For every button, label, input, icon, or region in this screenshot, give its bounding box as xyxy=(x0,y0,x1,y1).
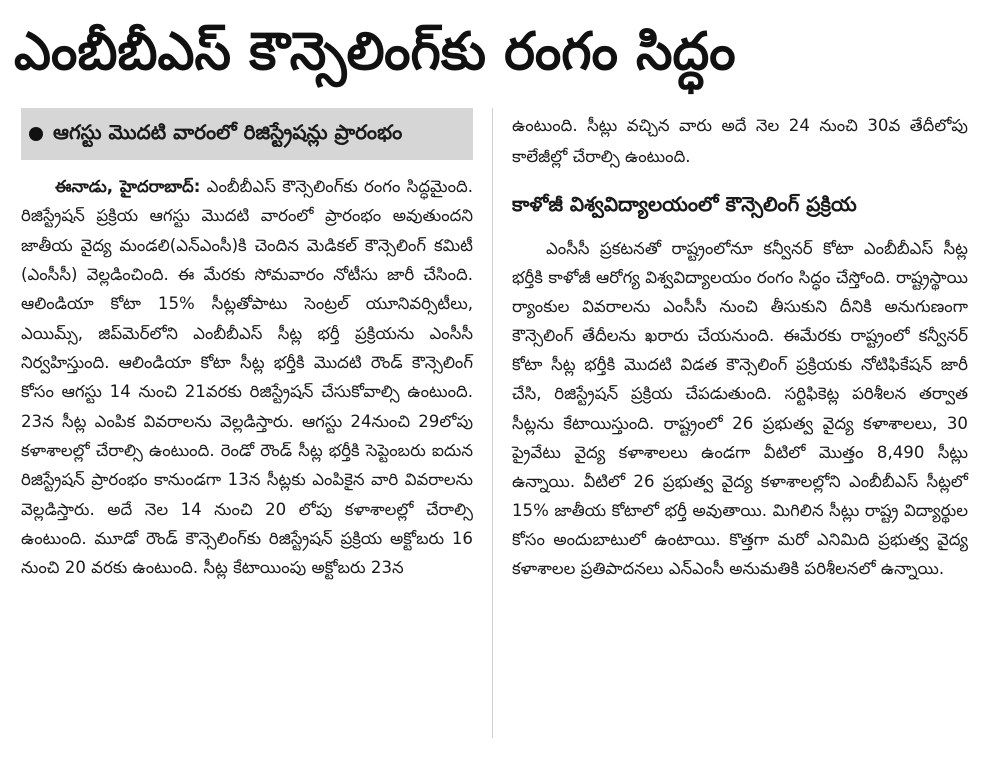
section-text: ఎంసీసీ ప్రకటనతో రాష్ట్రంలోనూ కన్వీనర్ కోటా ఎంబీబీఎస్ సీట్ల భర్తీకి కాళోజీ ఆరోగ్య విశ్వవిద్యాలయం రంగం సిద్ధం చేస్తోంది. రాష్ట్రస్థాయి ర్యాంకుల వివరాలను ఎంసీసీ నుంచి తీసుకుని దీనికి అనుగుణంగా కౌన్సెలింగ్ తేదీలను ఖరారు చేయనుంది. ఈమేరకు రాష్ట్రంలో కన్వీనర్ కోటా సీట్ల భర్తీకి మొదటి విడత కౌన్సెలింగ్ ప్రక్రియకు నోటిఫికేషన్ జారీ చేసి, రిజిస్ట్రేషన్ ప్రక్రియ చేపడుతుంది. సర్టిఫికెట్ల పరిశీలన తర్వాత సీట్లను కేటాయిస్తుంది. రాష్ట్రంలో 26 ప్రభుత్వ వైద్య కళాశాలలు, 30 ప్రైవేటు వైద్య కళాశాలలు ఉండగా వీటిలో మొత్తం 8,490 సీట్లు ఉన్నాయి. వీటిలో 26 ప్రభుత్వ వైద్య కళాశాలల్లోని ఎంబీబీఎస్ సీట్లలో 15% జాతీయ కోటాలో భర్తీ అవుతాయి. మిగిలిన సీట్లు రాష్ట్ర విద్యార్థుల కోసం అందుబాటులో ఉంటాయి. కొత్తగా మరో ఎనిమిది ప్రభుత్వ వైద్య కళాశాలల ప్రతిపాదనలు ఎన్‌ఎంసీ అనుమతికి పరిశీలనలో ఉన్నాయి. xyxy=(512,239,968,579)
right-column-continuation: ఉంటుంది. సీట్లు వచ్చిన వారు అదే నెల 24 నుంచి 30వ తేదీలోపు కాలేజీల్లో చేరాల్సి ఉంటుంది. xyxy=(512,116,968,166)
left-column-text: ఎంబీబీఎస్ కౌన్సెలింగ్‌కు రంగం సిద్ధమైంది. రిజిస్ట్రేషన్ ప్రక్రియ ఆగస్టు మొదటి వారంలో ప్రారంభం అవుతుందని జాతీయ వైద్య మండలి(ఎన్‌ఎంసీ)కి చెందిన మెడికల్ కౌన్సెలింగ్ కమిటీ (ఎంసీసీ) వెల్లడించింది. ఈ మేరకు సోమవారం నోటీసు జారీ చేసింది. ఆలిండియా కోటా 15% సీట్లతోపాటు సెంట్రల్ యూనివర్సిటీలు, ఎయిమ్స్, జిప్‌మెర్‌లోని ఎంబీబీఎస్ సీట్ల భర్తీ ప్రక్రియను ఎంసీసీ నిర్వహిస్తుంది. ఆలిండియా కోటా సీట్ల భర్తీకి మొదటి రౌండ్ కౌన్సెలింగ్ కోసం ఆగస్టు 14 నుంచి 21వరకు రిజిస్ట్రేషన్ చేసుకోవాల్సి ఉంటుంది. 23న సీట్ల ఎంపిక వివరాలను వెల్లడిస్తారు. ఆగస్టు 24నుంచి 29లోపు కళాశాలల్లో చేరాల్సి ఉంటుంది. రెండో రౌండ్ సీట్ల భర్తీకి సెప్టెంబరు ఐదున రిజిస్ట్రేషన్ ప్రారంభం కానుండగా 13న సీట్లకు ఎంపికైన వారి వివరాలను వెల్లడిస్తారు. అదే నెల 14 నుంచి 20 లోపు కళాశాలల్లో చేరాల్సి ఉంటుంది. మూడో రౌండ్ కౌన్సెలింగ్‌కు రిజిస్ట్రేషన్ ప్రక్రియ అక్టోబరు 16 నుంచి 20 వరకు ఉంటుంది. సీట్ల కేటాయింపు అక్టోబరు 23న xyxy=(21,177,473,578)
section-heading: కాళోజీ విశ్వవిద్యాలయంలో కౌన్సెలింగ్ ప్రక్రియ xyxy=(512,192,857,216)
column-divider xyxy=(492,108,493,738)
headline: ఎంబీబీఎస్ కౌన్సెలింగ్‌కు రంగం సిద్ధం xyxy=(14,22,736,82)
article-left-column xyxy=(21,172,473,583)
dateline: ఈనాడు, హైదరాబాద్: xyxy=(55,177,201,196)
bullet-icon xyxy=(29,127,43,141)
subheadline-box xyxy=(21,108,473,160)
article-right-continuation xyxy=(512,110,968,172)
article-right-column xyxy=(512,234,968,583)
subheadline: ఆగస్టు మొదటి వారంలో రిజిస్ట్రేషన్లు ప్రారంభం xyxy=(53,119,403,144)
